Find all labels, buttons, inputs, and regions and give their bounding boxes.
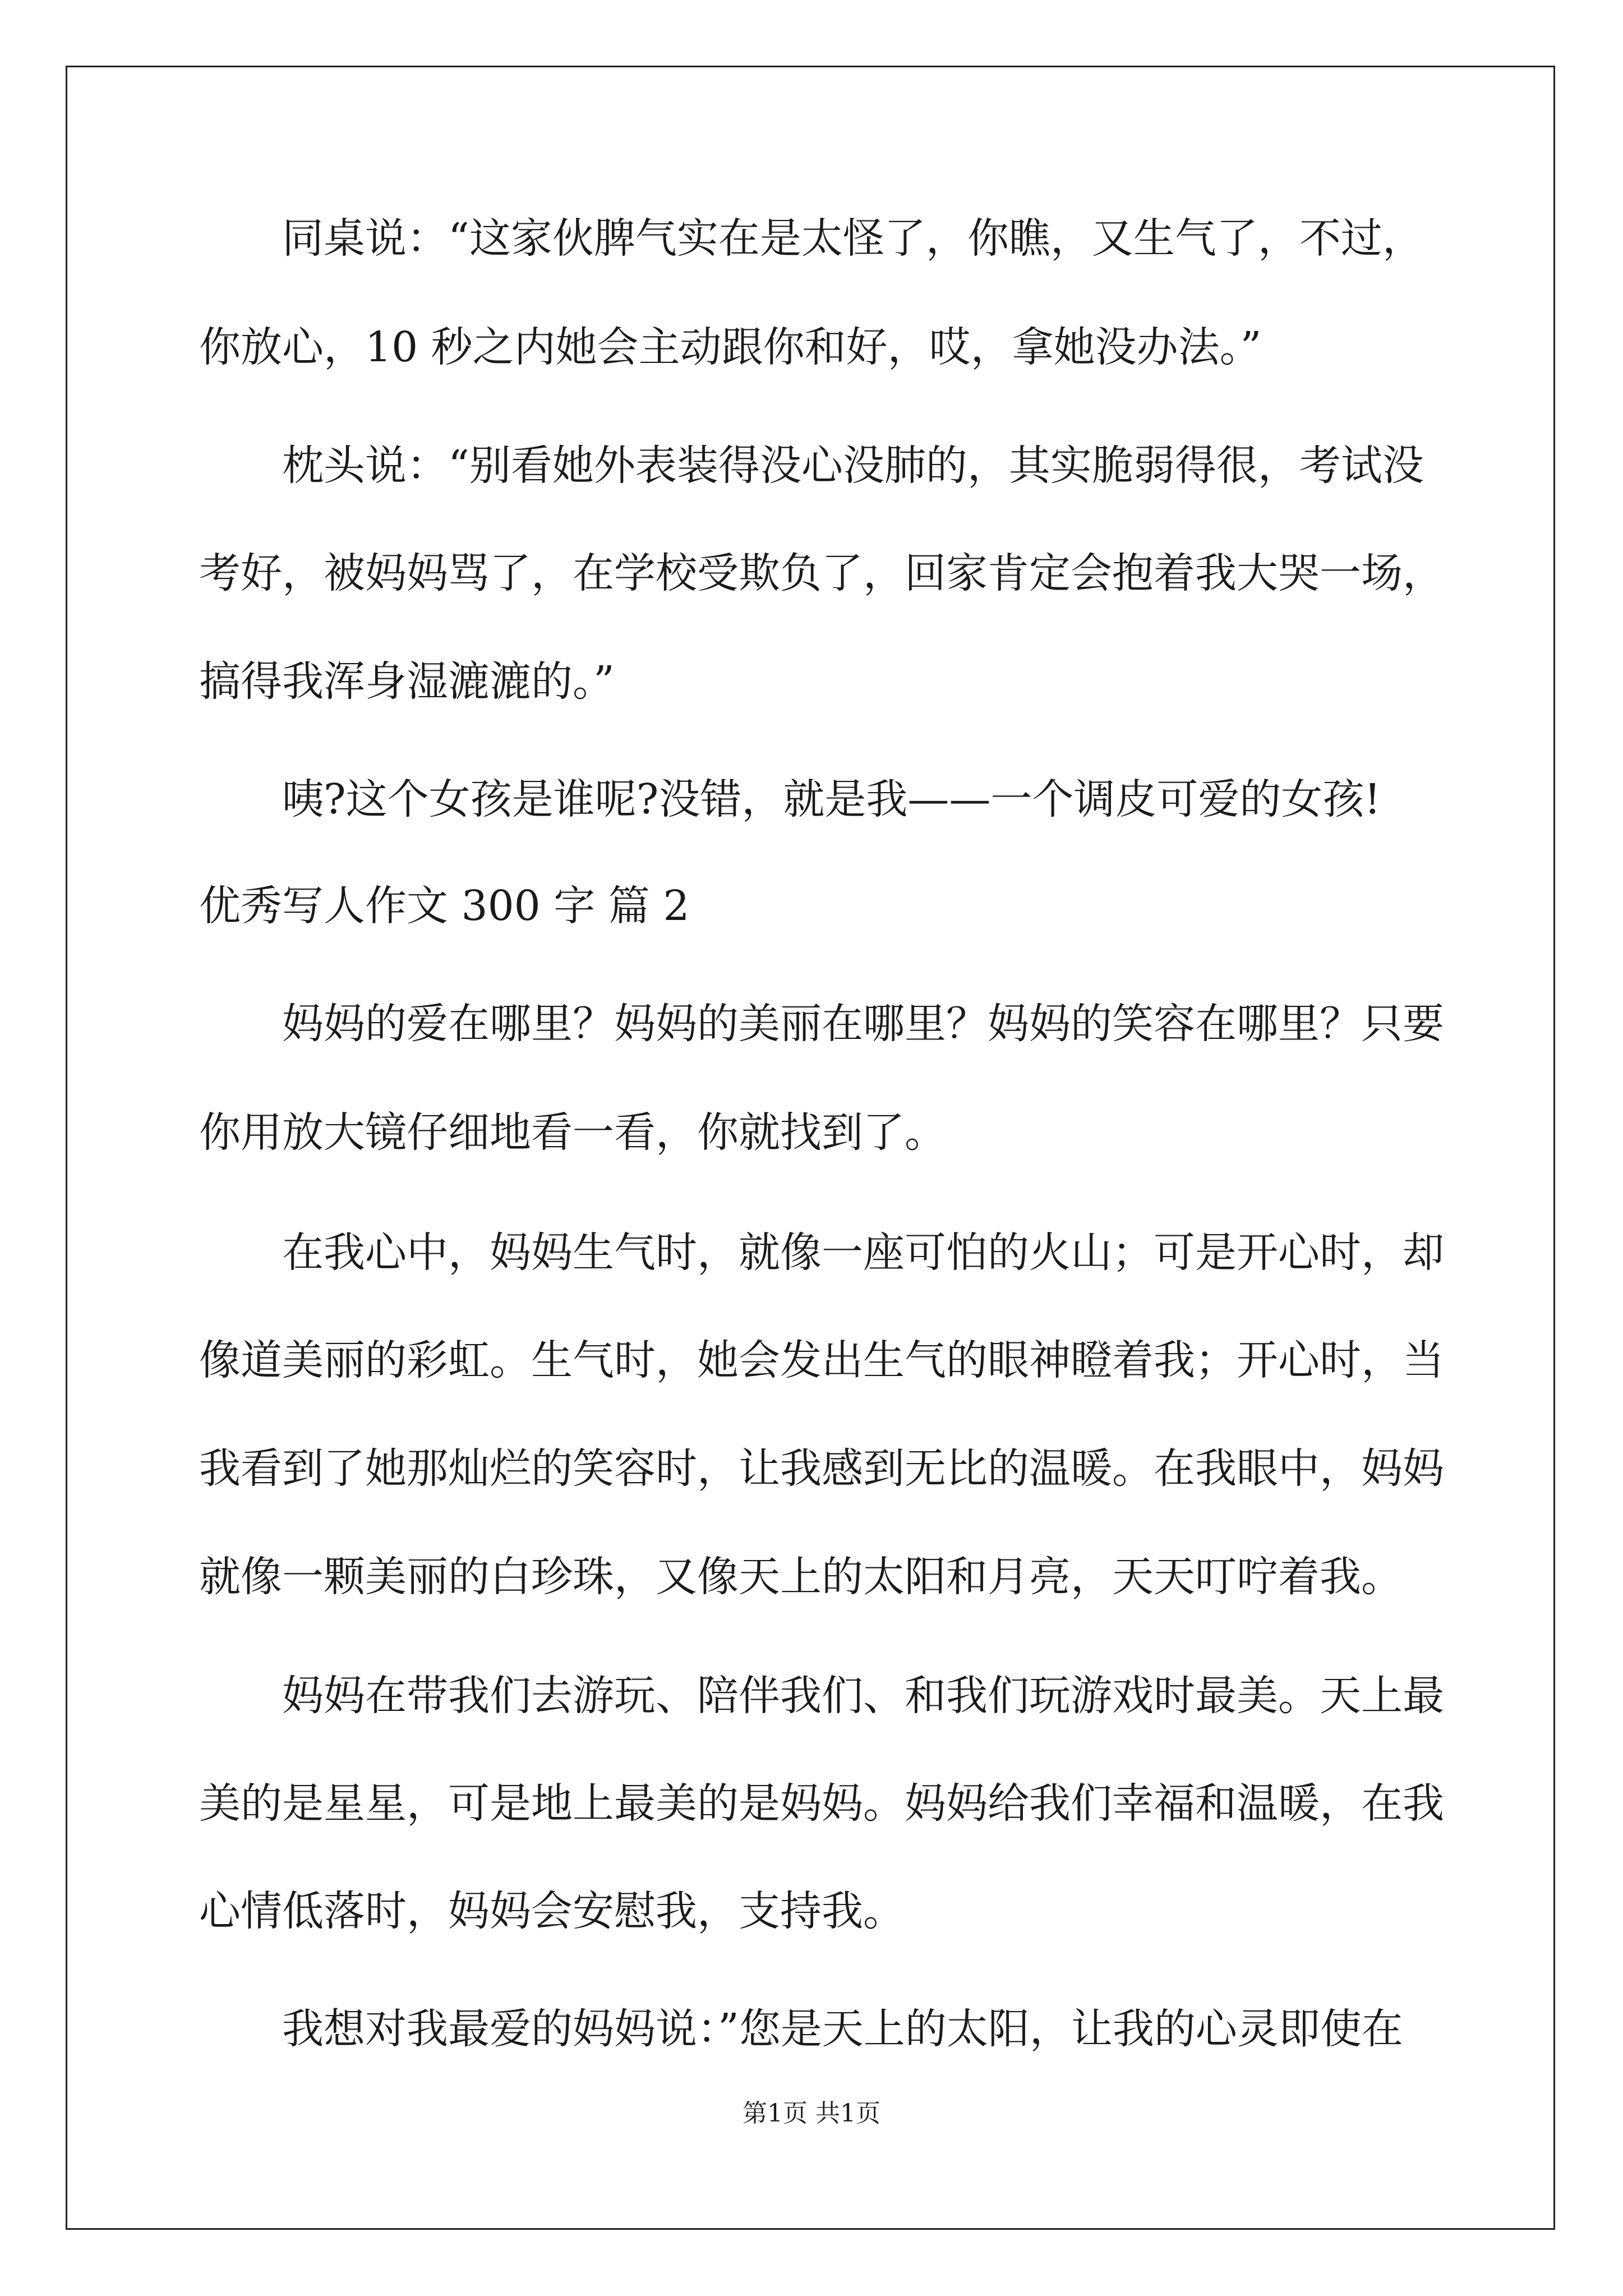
- page-footer: 第1页 共1页: [743, 2099, 880, 2128]
- paragraph-line: 你用放大镜仔细地看一看，你就找到了。: [199, 1108, 946, 1157]
- paragraph-line: 搞得我浑身湿漉漉的。”: [199, 657, 615, 706]
- section-heading: 优秀写人作文 300 字 篇 2: [199, 882, 690, 930]
- paragraph-line: 妈妈在带我们去游玩、陪伴我们、和我们玩游戏时最美。天上最: [282, 1672, 1444, 1720]
- paragraph-line: 像道美丽的彩虹。生气时，她会发出生气的眼神瞪着我；开心时，当: [199, 1336, 1444, 1384]
- paragraph-line: 考好，被妈妈骂了，在学校受欺负了，回家肯定会抱着我大哭一场，: [199, 549, 1444, 597]
- paragraph-line: 同桌说：“这家伙脾气实在是太怪了，你瞧，又生气了，不过，: [282, 214, 1424, 263]
- paragraph-line: 我想对我最爱的妈妈说：”您是天上的太阳，让我的心灵即使在: [282, 2005, 1403, 2053]
- paragraph-line: 我看到了她那灿烂的笑容时，让我感到无比的温暖。在我眼中，妈妈: [199, 1444, 1444, 1493]
- paragraph-line: 美的是星星，可是地上最美的是妈妈。妈妈给我们幸福和温暖，在我: [199, 1779, 1444, 1828]
- paragraph-line: 心情低落时，妈妈会安慰我，支持我。: [199, 1887, 905, 1935]
- paragraph-line: 妈妈的爱在哪里？妈妈的美丽在哪里？妈妈的笑容在哪里？只要: [282, 1000, 1444, 1048]
- paragraph-line: 在我心中，妈妈生气时，就像一座可怕的火山；可是开心时，却: [282, 1228, 1444, 1277]
- paragraph-line: 枕头说：“别看她外表装得没心没肺的，其实脆弱得很，考试没: [282, 441, 1424, 490]
- paragraph-line: 咦?这个女孩是谁呢?没错，就是我——一个调皮可爱的女孩!: [282, 775, 1381, 823]
- paragraph-line: 你放心，10 秒之内她会主动跟你和好，哎，拿她没办法。”: [199, 323, 1262, 371]
- paragraph-line: 就像一颗美丽的白珍珠，又像天上的太阳和月亮，天天叮咛着我。: [199, 1553, 1403, 1601]
